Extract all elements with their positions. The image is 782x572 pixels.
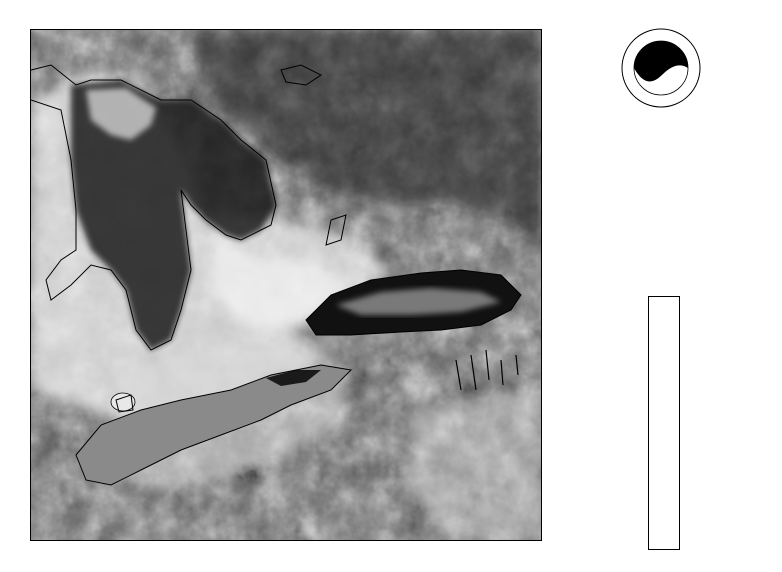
- reflectance-colorbar: [648, 296, 680, 550]
- satellite-image-panel: [30, 29, 542, 541]
- satellite-image-icon: [31, 30, 541, 540]
- noaa-logo-icon: [621, 28, 701, 108]
